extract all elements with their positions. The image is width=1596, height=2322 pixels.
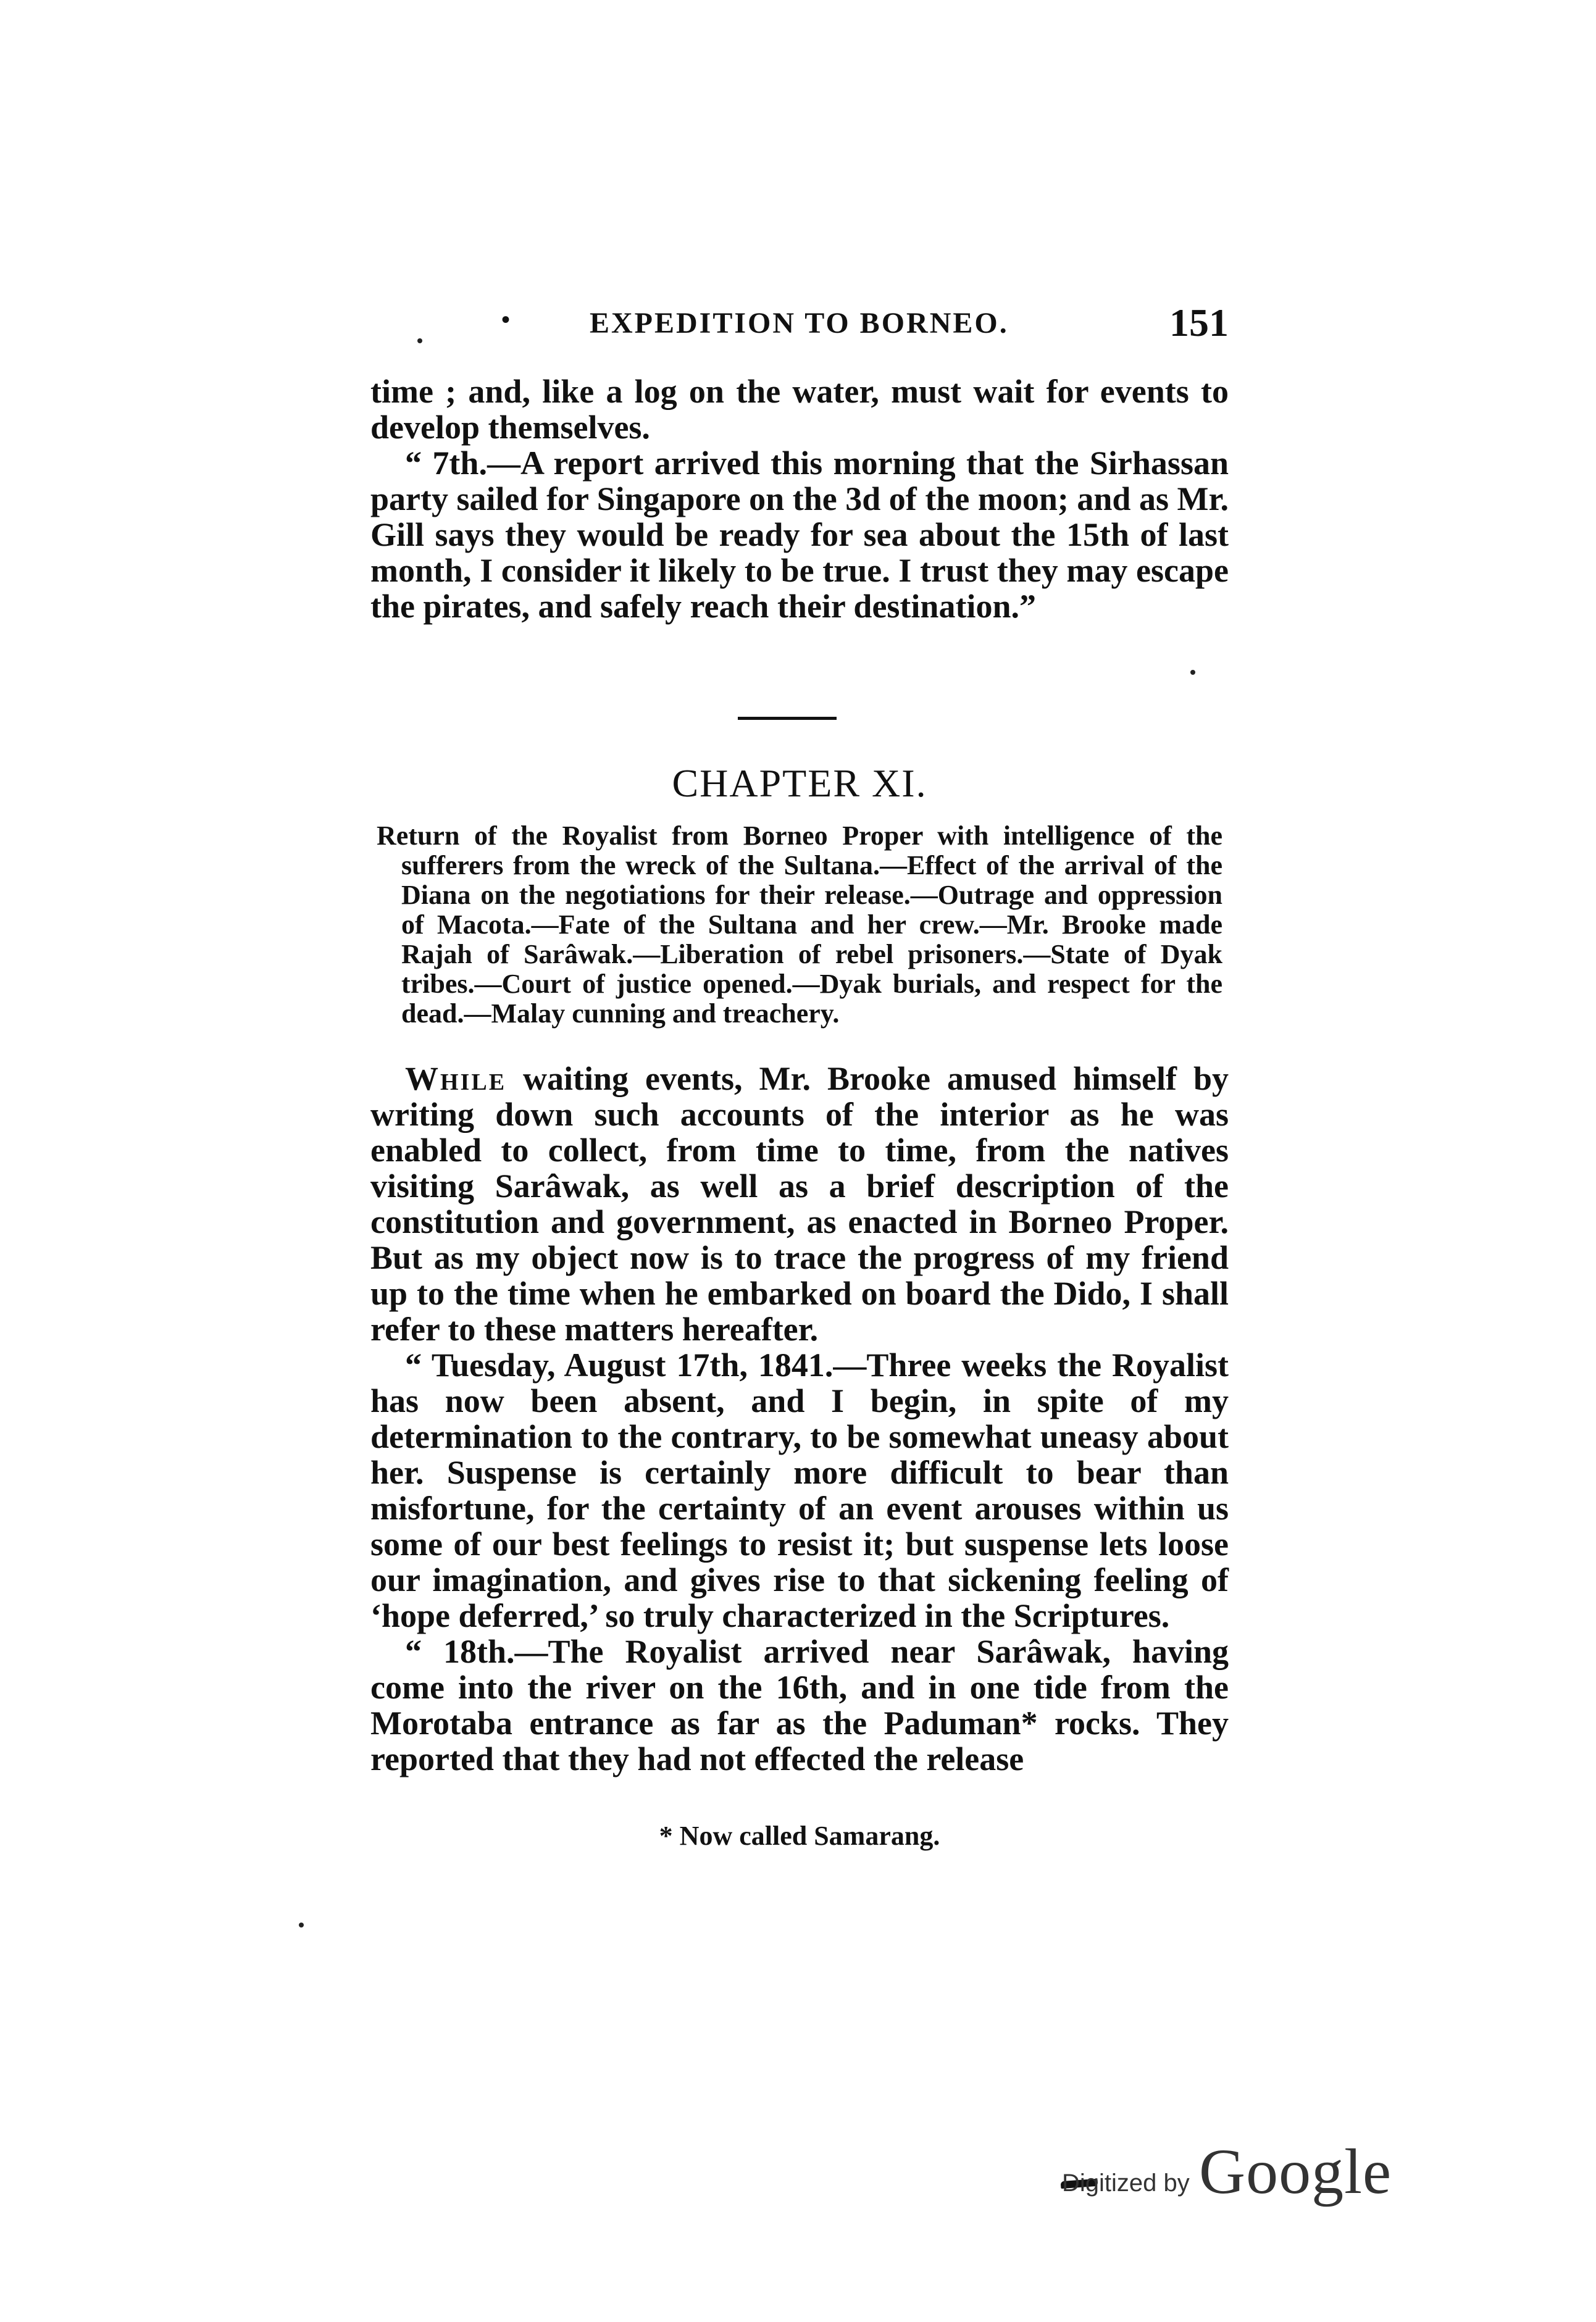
opening-word: While: [405, 1060, 507, 1097]
chapter-synopsis: Return of the Royalist from Borneo Proper with intelligence of the sufferers from the wreck of the Sultana.—Effect of the arrival of the Diana on the negotiations for their release.—Outrage and oppression of Macota.—Fate of the Sultana and her crew.—Mr. Brooke made Rajah of Sarâwak.—Liberation of rebel prisoners.—State of Dyak tribes.—Court of justice opened.—Dyak burials, and respect for the dead.—Malay cunning and treachery.: [377, 821, 1222, 1029]
running-head: [370, 303, 1229, 346]
section-divider-rule: [738, 717, 837, 720]
running-head-title: EXPEDITION TO BORNEO.: [590, 307, 1009, 340]
paragraph-opening-text: waiting events, Mr. Brooke amused himself by writing down such accounts of the interior as he was enabled to collect, from time to time, from the natives visiting Sarâwak, as well as a brief description of the constitution and government, as enacted in Borneo Proper. But as my object now is to trace the progress of my friend up to the time when he embarked on board the Dido, I shall refer to these matters hereafter.: [370, 1060, 1229, 1348]
text-before-chapter: [370, 374, 1229, 624]
digitized-by-watermark: [1062, 2130, 1392, 2216]
chapter-heading: CHAPTER XI.: [672, 761, 927, 805]
paragraph-tuesday: “ Tuesday, August 17th, 1841.—Three weeks the Royalist has now been absent, and I begin, in spite of my determination to the contrary, to be somewhat uneasy about her. Suspense is certainly more difficult to bear than misfortune, for the certainty of an event arouses within us some of our best feelings to resist it; but suspense lets loose our imagination, and gives rise to that sickening feeling of ‘hope deferred,’ so truly characterized in the Scriptures.: [370, 1347, 1229, 1634]
paragraph-opening: [370, 1061, 1229, 1347]
stray-dot-left: [299, 1923, 304, 1927]
footnote: * Now called Samarang.: [659, 1821, 940, 1851]
watermark-logo-text: Google: [1199, 2136, 1392, 2207]
chapter-body: [370, 1061, 1229, 1777]
stray-dot-right: [1190, 670, 1195, 675]
watermark-digitized-text: Digitized by: [1062, 2170, 1190, 2197]
running-head-bullet: •: [501, 306, 511, 333]
paragraph-18th: “ 18th.—The Royalist arrived near Sarâwak, having come into the river on the 16th, and in one tide from the Morotaba entrance as far as the Paduman* rocks. They reported that they had not effected the release: [370, 1633, 1229, 1777]
page-number: 151: [1169, 301, 1229, 345]
paragraph-journal-7th: “ 7th.—A report arrived this morning that the Sirhassan party sailed for Singapore on the 3d of the moon; and as Mr. Gill says they would be ready for sea about the 15th of last month, I consider it likely to be true. I trust they may escape the pirates, and safely reach their destination.”: [370, 445, 1229, 625]
paragraph-continuation: time ; and, like a log on the water, must wait for events to develop themselves.: [370, 373, 1229, 446]
stray-dot-top: [417, 338, 422, 343]
